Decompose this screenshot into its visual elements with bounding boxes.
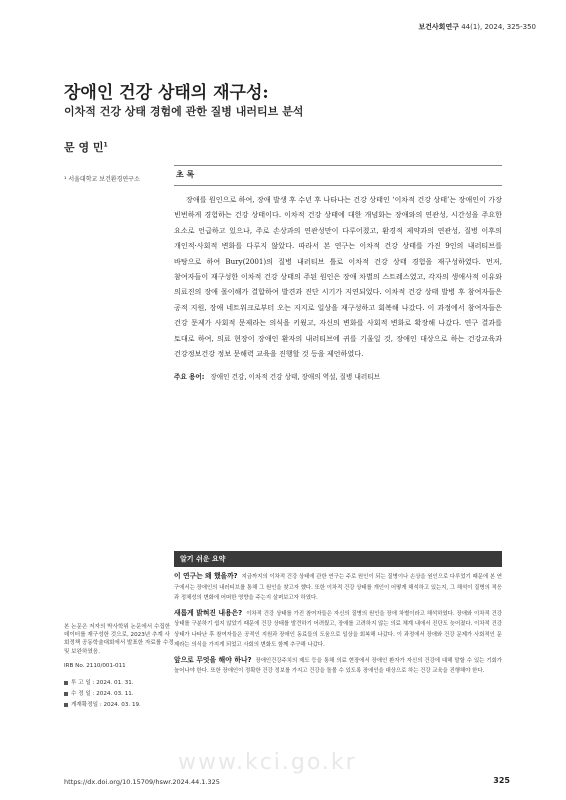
summary-item (174, 655, 502, 677)
irb-number: IRB No. 2110/001-011 (64, 663, 126, 669)
watermark: www.kci.go.kr (178, 750, 357, 775)
abstract-body: 장애를 원인으로 하여, 장애 발생 후 수년 후 나타나는 건강 상태인 ‘이차적 건강 상태’는 장애인이 가장 빈번하게 경험하는 건강 상태이다. 이차적 건강 상태에 대한 개념화는 장애와의 연관성, 시간성을 주요한 요소로 언급하고 있으나, 주로 손상과의 연관성만이 다루어졌고, 환경적 제약과의 연관성, 질병 이후의 개인적·사회적 변화를 다루지 않았다. 따라서 본 연구는 이차적 건강 상태를 가진 9인의 내러티브를 바탕으로 하여 Bury(2001)의 질병 내러티브 틀로 이차적 건강 상태 경험을 재구성하였다. 먼저, 참여자들이 재구성한 이차적 건강 상태의 주된 원인은 장애 차별의 스트레스였고, 각자의 생애사적 이유와 의료진의 장애 몰이해가 결합하여 발견과 진단 시기가 지연되었다. 이차적 건강 상태 발병 후 참여자들은 공적 지원, 장애 네트워크로부터 오는 지지로 일상을 재구성하고 회복해 나갔다. 이 과정에서 참여자들은 건강 문제가 사회적 문제라는 의식을 키웠고, 자신의 변화를 사회적 변화로 확장해 나갔다. 연구 결과를 토대로 하여, 의료 현장이 장애인 환자의 내러티브에 귀를 기울일 것, 장애인 대상으로 하는 건강교육과 건강정보건강 정보 문해력 교육을 진행할 것 등을 제언하였다. (174, 195, 502, 359)
summary-question: 앞으로 무엇을 해야 하나? (174, 655, 252, 664)
paper-note: 본 논문은 저자의 박사학위 논문에서 수집한 데이터를 재구성한 것으로, 2023년 추계 사회정책 공동학술대회에서 발표한 자료를 수정 및 보완하였음. (64, 624, 174, 655)
author-name: 문 영 민 (64, 141, 104, 154)
abstract-section (174, 165, 502, 381)
summary-item (174, 571, 502, 604)
keywords-label: 주요 용어: (174, 373, 205, 382)
summary-item (174, 608, 502, 651)
summary-question: 이 연구는 왜 했을까? (174, 572, 238, 580)
summary-heading: 알기 쉬운 요약 (174, 551, 502, 567)
summary-question: 새롭게 밝혀진 내용은? (174, 608, 243, 617)
paper-title: 장애인 건강 상태의 재구성: (64, 83, 269, 103)
doi-link[interactable]: https://dx.doi.org/10.15709/hswr.2024.44.1.325 (64, 778, 220, 786)
date-row: 게재확정일 : 2024. 03. 19. (64, 700, 141, 711)
bullet-square-icon (64, 703, 68, 707)
bullet-square-icon (64, 681, 68, 685)
author-sup: 1 (103, 141, 108, 149)
easy-summary (174, 551, 502, 677)
page-number: 325 (493, 776, 510, 785)
summary-answer: 이차적 건강 상태를 가진 참여자들은 자신의 질병의 원인을 장애 차별이라고 해석하였다. 장애와 이차적 건강 상태를 구분하기 쉽지 않았기 때문에 건강 상태를 발견하기 어려웠고, 장애를 고려하지 않는 의료 체계 내에서 진단도 늦어졌다. 이차적 건강 상태가 나타난 후 참여자들은 공적인 지원과 장애인 동료들의 도움으로 일상을 회복해 나갔다. 이 과정에서 장애와 건강 문제가 사회적인 문제라는 의식을 가지게 되었고 사회의 변화도 함께 추구해 나갔다. (174, 610, 502, 648)
date-row: 투 고 일 : 2024. 01. 31. (64, 678, 141, 689)
author (64, 139, 108, 155)
keywords-text: 장애인 건강, 이차적 건강 상태, 장애의 역설, 질병 내러티브 (210, 373, 380, 382)
summary-answer: 장애인건강주치의 제도 등을 통해 의료 현장에서 장애인 환자가 자신의 건강에 대해 말할 수 있는 기회가 늘어나야 한다. 또한 장애인이 정확한 건강 정보를 가지고 건강을 돌볼 수 있도록 장애인을 대상으로 하는 건강 교육을 진행해야 한다. (174, 657, 502, 674)
abstract-heading: 초 록 (174, 165, 502, 186)
bullet-square-icon (64, 692, 68, 696)
summary-answer: 지금까지의 이차적 건강 상태에 관한 연구는 주로 원인이 되는 질병이나 손상을 원인으로 다루었기 때문에 본 연구에서는 장애인의 내러티브를 통해 그 원인을 찾고자 했다. 또한 이차적 건강 상태를 개인이 어떻게 해석하고 있는지, 그 해석이 질병의 적응과 정체성의 변화에 어떠한 영향을 주는지 살펴보고자 하였다. (174, 574, 502, 601)
paper-subtitle: 이차적 건강 상태 경험에 관한 질병 내러티브 분석 (64, 105, 304, 118)
journal-issue: 44(1), 2024, 325-350 (461, 23, 536, 31)
submission-dates (64, 678, 141, 711)
keywords (174, 371, 502, 381)
date-row: 수 정 일 : 2024. 03. 11. (64, 689, 141, 700)
affiliation: ¹ 서울대학교 보건환경연구소 (64, 176, 140, 183)
journal-name: 보건사회연구 (418, 23, 459, 31)
journal-header (418, 22, 536, 32)
